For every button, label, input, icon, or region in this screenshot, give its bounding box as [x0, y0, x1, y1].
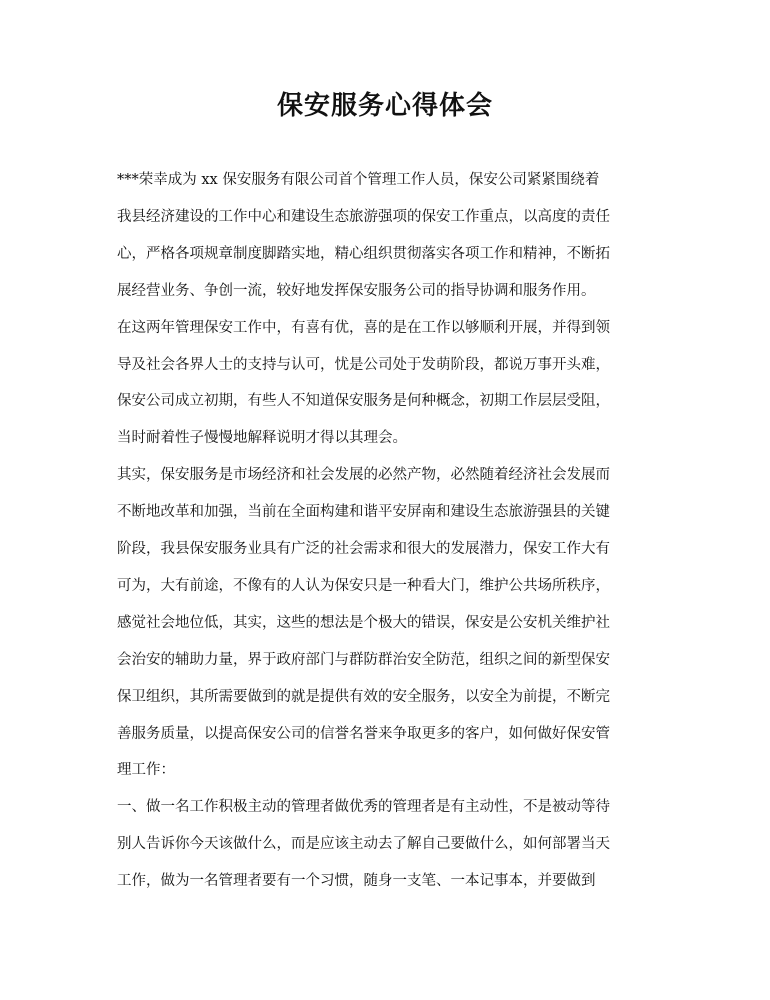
body-line: 当时耐着性子慢慢地解释说明才得以其理会。: [117, 430, 407, 447]
body-line: 其实，保安服务是市场经济和社会发展的必然产物，必然随着经济社会发展而: [117, 467, 610, 484]
body-line: 导及社会各界人士的支持与认可，忧是公司处于发萌阶段，都说万事开头难，: [117, 356, 610, 373]
body-line: 展经营业务、争创一流，较好地发挥保安服务公司的指导协调和服务作用。: [117, 282, 596, 299]
body-line: 保安公司成立初期，有些人不知道保安服务是何种概念，初期工作层层受阻，: [117, 393, 610, 410]
body-line: 一、做一名工作积极主动的管理者做优秀的管理者是有主动性，不是被动等待: [117, 799, 610, 816]
body-line: 善服务质量，以提高保安公司的信誉名誉来争取更多的客户，如何做好保安管: [117, 725, 610, 742]
body-line: ***荣幸成为 xx 保安服务有限公司首个管理工作人员，保安公司紧紧围绕着: [117, 172, 600, 188]
body-line: 心，严格各项规章制度脚踏实地，精心组织贯彻落实各项工作和精神，不断拓: [117, 245, 610, 262]
body-line: 保卫组织，其所需要做到的就是提供有效的安全服务，以安全为前提，不断完: [117, 688, 610, 705]
body-line: 不断地改革和加强，当前在全面构建和谐平安屏南和建设生态旅游强县的关键: [117, 504, 610, 521]
body-line: 在这两年管理保安工作中，有喜有优，喜的是在工作以够顺利开展，并得到领: [117, 319, 610, 336]
body-line: 别人告诉你今天该做什么，而是应该主动去了解自己要做什么，如何部署当天: [117, 836, 610, 853]
body-line: 我县经济建设的工作中心和建设生态旅游强项的保安工作重点，以高度的责任: [117, 208, 610, 225]
body-line: 阶段，我县保安服务业具有广泛的社会需求和很大的发展潜力，保安工作大有: [117, 541, 610, 557]
document-title: 保安服务心得体会: [276, 91, 493, 121]
body-line: 感觉社会地位低，其实，这些的想法是个极大的错误，保安是公安机关维护社: [117, 614, 610, 631]
body-line: 理工作：: [117, 762, 175, 779]
body-line: 可为，大有前途，不像有的人认为保安只是一种看大门，维护公共场所秩序，: [117, 577, 610, 594]
body-line: 会治安的辅助力量，界于政府部门与群防群治安全防范，组织之间的新型保安: [117, 651, 610, 668]
body-line: 工作，做为一名管理者要有一个习惯，随身一支笔、一本记事本，并要做到: [117, 873, 596, 890]
